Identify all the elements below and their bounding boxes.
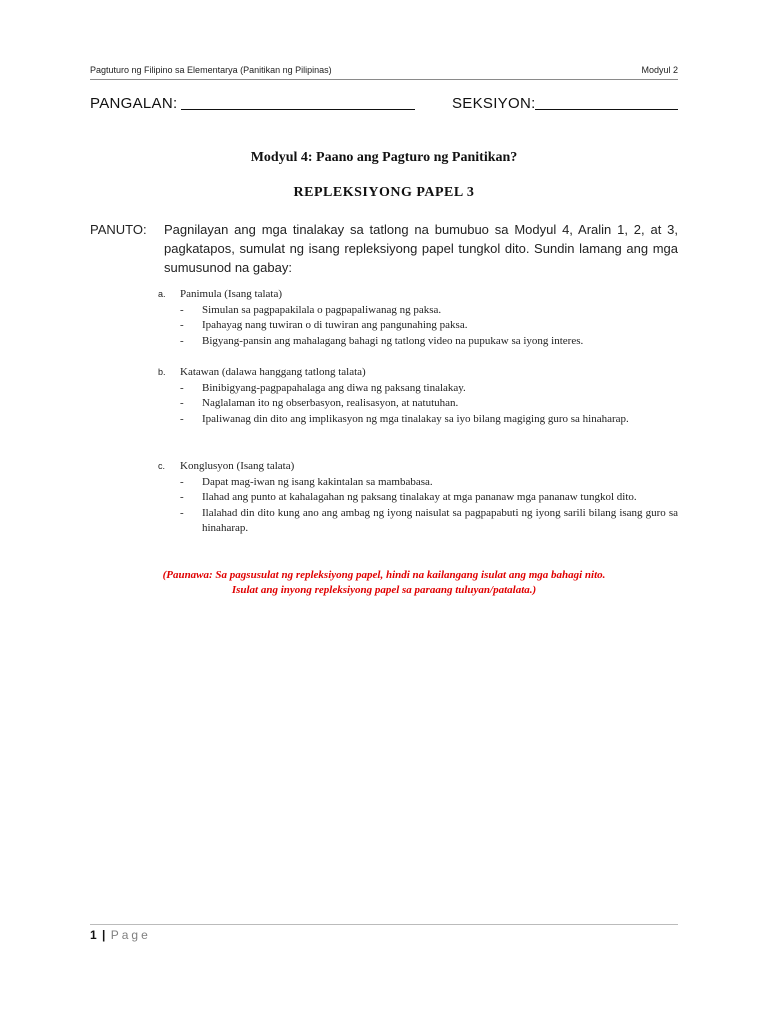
section-heading [158,287,678,303]
section-field-line[interactable] [535,109,678,110]
section-marker: a. [158,289,166,299]
section-heading-text: Panimula (Isang talata) [180,288,283,300]
page-number: 1 [90,928,97,942]
note-line-1: (Paunawa: Sa pagsusulat ng repleksiyong papel, hindi na kailangang isulat ang mga bahagi nito. [162,569,606,581]
section-heading-text: Konglusyon (Isang talata) [180,460,295,472]
section-marker: b. [158,367,166,377]
list-item: - Simulan sa pagpapakilala o pagpapaliwanag ng paksa. [180,303,442,316]
page-footer [90,924,678,942]
section-heading [158,365,678,381]
guide-section-intro [158,287,678,349]
section-label: SEKSIYON: [452,95,536,112]
instructions-label: PANUTO: [90,222,147,237]
instructions-text: Pagnilayan ang mga tinalakay sa tatlong na bumubuo sa Modyul 4, Aralin 1, 2, at 3, pagkatapos, sumulat ng isang repleksiyong papel tungkol dito. Sundin lamang ang mga sumusunod na gabay: [164,222,678,275]
name-section-row [90,92,678,116]
paper-title: REPLEKSIYONG PAPEL 3 [293,185,475,200]
list-item: - Bigyang-pansin ang mahalagang bahagi ng tatlong video na pupukaw sa iyong interes. [180,334,584,347]
page-label: Page [110,928,151,942]
note [90,568,678,598]
list-item: - Dapat mag-iwan ng isang kakintalan sa mambabasa. [180,475,433,488]
name-label: PANGALAN: [90,95,178,112]
section-marker: c. [158,461,166,471]
header-module: Modyul 2 [641,65,678,75]
footer-separator: | [102,928,106,942]
instructions [90,220,678,277]
list-item: - Ipahayag nang tuwiran o di tuwiran ang pangunahing paksa. [180,319,468,331]
page-header [90,65,678,80]
guide-section-body [158,365,678,427]
section-heading-text: Katawan (dalawa hanggang tatlong talata) [180,366,366,378]
list-item: - Ilalahad din dito kung ano ang ambag ng iyong naisulat sa pagpapabuti ng iyong sarili bilang isang guro sa hinaharap. [180,506,678,534]
list-item: - Ipaliwanag din dito ang implikasyon ng mga tinalakay sa iyo bilang magiging guro sa hinaharap. [180,412,629,425]
section-heading [158,459,678,475]
module-title: Modyul 4: Paano ang Pagturo ng Panitikan? [250,150,518,165]
guide-section-conclusion [158,459,678,537]
list-item: - Binibigyang-pagpapahalaga ang diwa ng paksang tinalakay. [180,381,466,394]
name-field-line[interactable] [181,109,415,110]
list-item: - Naglalaman ito ng obserbasyon, realisasyon, at natutuhan. [180,397,459,409]
note-line-2: Isulat ang inyong repleksiyong papel sa paraang tuluyan/patalata.) [231,584,537,596]
header-course-title: Pagtuturo ng Filipino sa Elementarya (Panitikan ng Pilipinas) [90,65,332,75]
list-item: - Ilahad ang punto at kahalagahan ng paksang tinalakay at mga pananaw mga pananaw tungkol dito. [180,491,637,503]
